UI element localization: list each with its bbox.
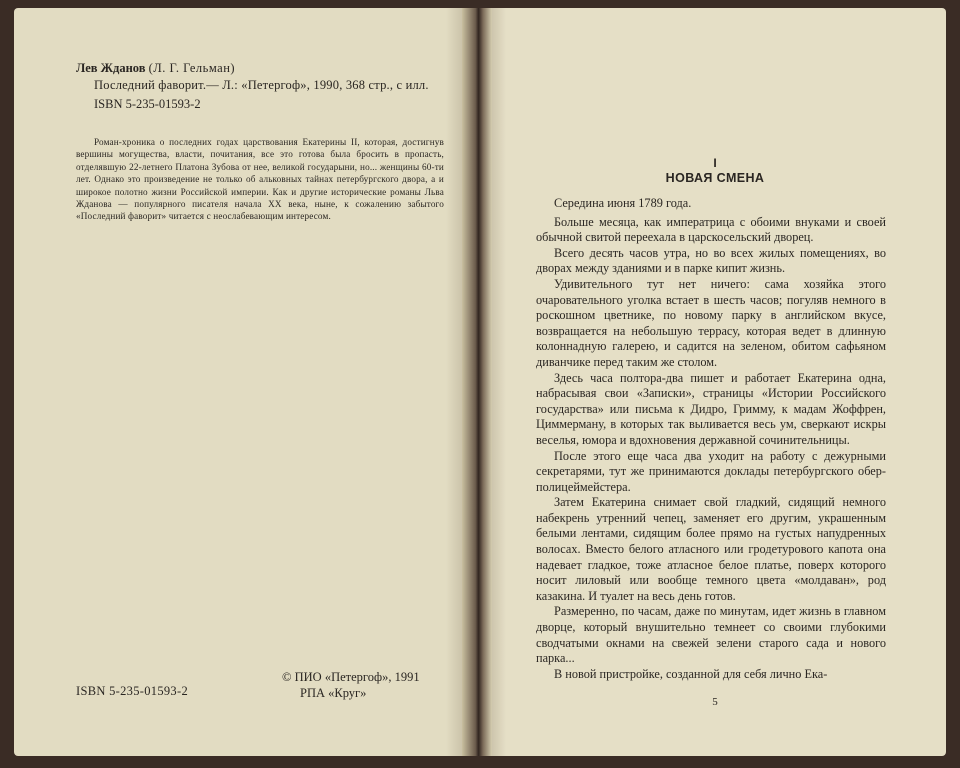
catalog-isbn: ISBN 5-235-01593-2: [94, 97, 201, 111]
paragraph: Удивительного тут нет ничего: сама хозяйка этого очаровательного уголка встает в шесть часов; погуляв немного в роскошном цветнике, по новому парку в английском вкусе, возвращается на небольшую террасу, которая ведет в длинную колоннадную галерею, и садится на зеленом, обитом сафьяном диванчике перед таким же столом.: [536, 276, 886, 369]
chapter-number: I: [713, 156, 717, 170]
copyright-block: [282, 669, 420, 701]
copyright-line-2: РПА «Круг»: [300, 686, 367, 700]
catalog-bibliography: Последний фаворит.— Л.: «Петергоф», 1990, 368 стр., с илл.: [94, 78, 429, 92]
paragraph: Всего десять часов утра, но во всех жилых помещениях, во дворах между зданиями и в парке кипит жизнь.: [536, 245, 886, 276]
book-annotation: Роман-хроника о последних годах царствования Екатерины II, которая, достигнув вершины могущества, власти, почитания, все это готова была бросить в пропасть, отделявшую 22-летнего Платона Зубова от нее, великой государыни, но... женщины 60-ти лет. Однако это произведение не только об альковных тайнах петербургского двора, а и широкое полотно жизни Российской империи. Как и другие исторические романы Льва Жданова — популярного писателя начала XX века, ныне, к сожалению забытого «Последний фаворит» читается с неослабевающим интересом.: [76, 137, 444, 222]
book-spine-gutter: [462, 8, 492, 756]
paragraph: Больше месяца, как императрица с обоими внуками и своей обычной свитой переехала в царскосельский дворец.: [536, 214, 886, 245]
paragraph: Размеренно, по часам, даже по минутам, идет жизнь в главном дворце, который внушительно темнеет со своими глубокими сводчатыми окнами на свежей зелени старого сада и нового парка...: [536, 604, 886, 666]
paragraph: После этого еще часа два уходит на работу с дежурными секретарями, тут же принимаются доклады петербургского обер-полицеймейстера.: [536, 448, 886, 494]
page-number: 5: [712, 696, 718, 708]
paragraph: Здесь часа полтора-два пишет и работает Екатерина одна, набрасывая свои «Записки», страницы «Истории Российского государства» или письма к Дидро, Гримму, к мадам Жоффрен, Циммерману, в которых так выливается весь ум, сверкают искры веселья, юмора и вдохновения державной сочинительницы.: [536, 370, 886, 447]
author-name: Лев Жданов: [76, 61, 146, 75]
chapter-title: НОВАЯ СМЕНА: [665, 171, 765, 185]
right-page: [484, 8, 946, 756]
chapter-body: [536, 196, 886, 682]
paragraph: Середина июня 1789 года.: [554, 196, 692, 210]
paragraph: Затем Екатерина снимает свой гладкий, сидящий немного набекрень утренний чепец, заменяет его другим, украшенным белыми лентами, сидящим более прямо на густых напудренных волосах. Вместо белого атласного или гродетурового капота она надевает гладкое, тоже атласное белое платье, поверх которого носит лиловый или вообще темного цвета «молдаван», род казакина. И туалет на весь день готов.: [536, 495, 886, 603]
isbn-bottom: ISBN 5-235-01593-2: [76, 684, 188, 698]
author-real-name: (Л. Г. Гельман): [148, 61, 236, 75]
catalog-entry: [76, 60, 446, 113]
paragraph: В новой пристройке, созданной для себя лично Ека-: [554, 666, 828, 681]
copyright-line-1: © ПИО «Петергоф», 1991: [282, 670, 420, 684]
catalog-author-line: [76, 60, 446, 77]
left-page: [14, 8, 472, 756]
